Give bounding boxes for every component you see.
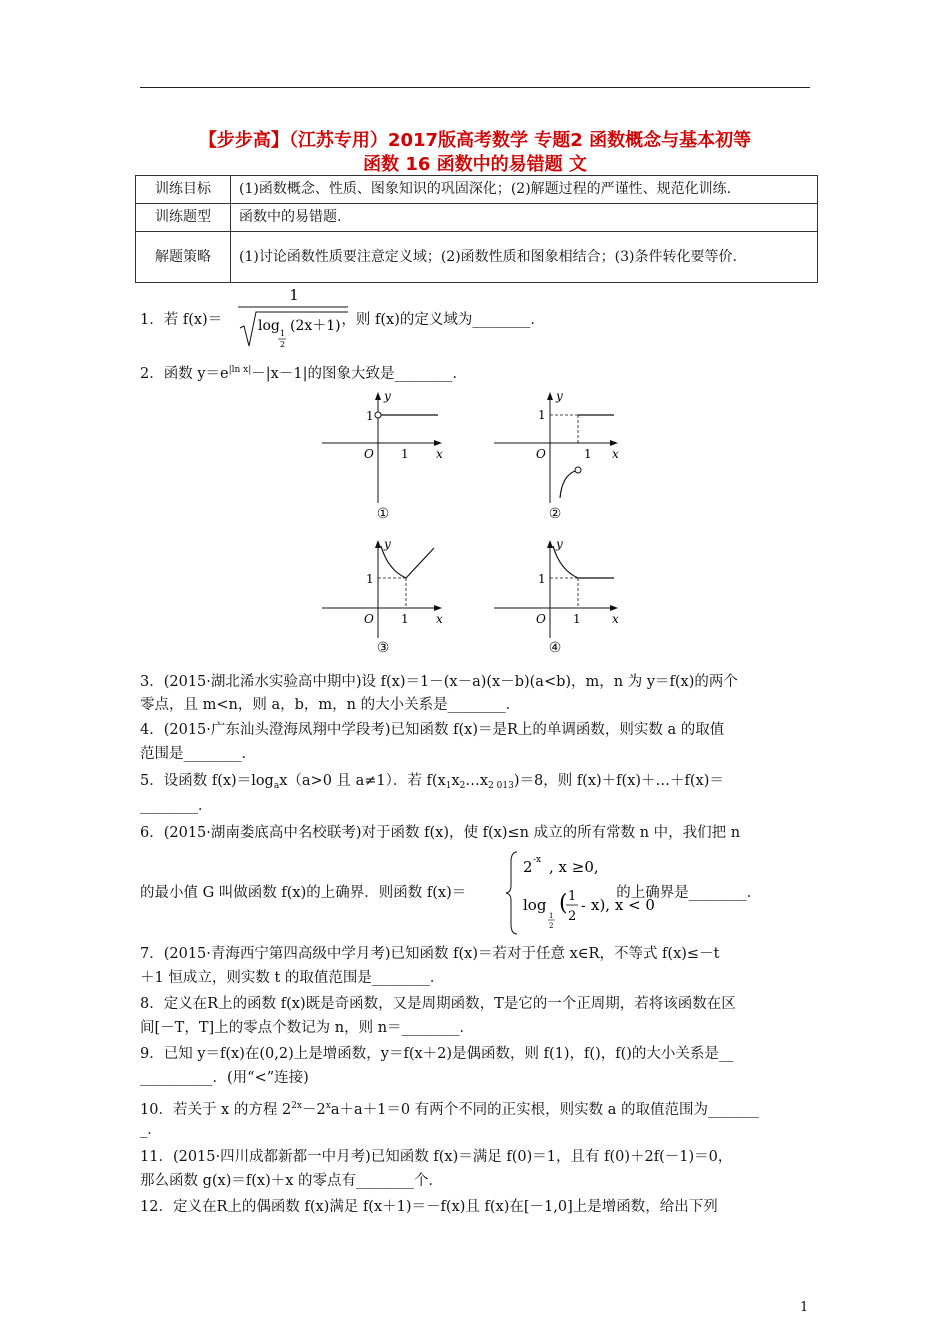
graph-label-2: ② (548, 506, 562, 522)
problem-11-line2: 那么函数 g(x)＝f(x)＋x 的零点有________个． (140, 1173, 444, 1189)
p5-sub: a (273, 781, 280, 791)
table-row (136, 204, 818, 232)
p5-sub: 2 013 (488, 781, 514, 791)
problem-11-line1: 11．(2015·四川成都新都一中月考)已知函数 f(x)＝满足 f(0)＝1，且有 f(0)＋2f(－1)＝0， (140, 1149, 733, 1165)
problem-1-suffix: ，则 f(x)的定义域为________． (341, 312, 545, 328)
problem-9-line1: 9．已知 y＝f(x)在(0,2)上是增函数，y＝f(x＋2)是偶函数，则 f(1)，f()，f()的大小关系是__ (140, 1046, 734, 1062)
problem-3-line2: 零点，且 m<n，则 a，b，m，n 的大小关系是________． (140, 697, 521, 713)
table-row (136, 232, 818, 283)
tick-y-1: 1 (366, 572, 374, 586)
doc-title-line2: 函数 16 函数中的易错题 文 (363, 154, 587, 175)
graph-1 (318, 388, 448, 506)
tick-x-1: 1 (401, 447, 409, 461)
origin-label: O (364, 447, 374, 461)
formula-log: log (258, 318, 280, 334)
problem-6-line1: 6．(2015·湖南娄底高中名校联考)对于函数 f(x)，使 f(x)≤n 成立的所有常数 n 中，我们把 n (140, 825, 741, 841)
axis-x-label: x (436, 447, 443, 461)
problem-3-line1: 3．(2015·湖北浠水实验高中期中)设 f(x)＝1－(x－a)(x－b)(a<b)，m，n 为 y＝f(x)的两个 (140, 674, 738, 690)
training-table (135, 175, 818, 283)
tick-x-1: 1 (573, 612, 581, 626)
row-label: 训练题型 (136, 204, 231, 232)
p10-part: 10．若关于 x 的方程 2 (140, 1102, 292, 1118)
axis-y-label: y (384, 537, 391, 551)
origin-label: O (536, 612, 546, 626)
problem-12-line1: 12．定义在R上的偶函数 f(x)满足 f(x＋1)＝－f(x)且 f(x)在[－1,0]上是增函数，给出下列 (140, 1199, 718, 1215)
tick-x-1: 1 (584, 447, 592, 461)
problem-10-line1 (140, 1095, 820, 1121)
axis-x-label: x (612, 612, 619, 626)
p6-prefix: 的最小值 G 叫做函数 f(x)的上确界．则函数 f(x)＝ (140, 885, 467, 901)
axis-y-label: y (384, 389, 391, 403)
problem-2-exponent: |ln x| (228, 365, 252, 375)
graph-label-1: ① (376, 506, 390, 522)
problem-8-line1: 8．定义在R上的函数 f(x)既是奇函数，又是周期函数，T是它的一个正周期，若将该函数在区 (140, 996, 736, 1012)
p5-part: )＝8，则 f(x)＋f(x)＋…＋f(x)＝ (513, 773, 724, 789)
graph-label-4: ④ (548, 640, 562, 656)
case2-log: log (523, 896, 547, 914)
row-label: 解题策略 (136, 232, 231, 283)
problem-5-line1 (140, 770, 820, 797)
problem-6-line2 (140, 882, 820, 904)
problem-4-line1: 4．(2015·广东汕头澄海凤翔中学段考)已知函数 f(x)＝是R上的单调函数，则实数 a 的取值 (140, 722, 725, 738)
case2-cond: x), x < 0 (591, 896, 655, 914)
axis-x-label: x (436, 612, 443, 626)
doc-title-line1: 【步步高】（江苏专用）2017版高考数学 专题2 函数概念与基本初等 (198, 130, 752, 151)
origin-label: O (364, 612, 374, 626)
case2-frac-den: 2 (568, 909, 577, 924)
case2-paren: ( (559, 891, 568, 916)
problem-9-line2: __________．(用“<”连接) (140, 1070, 309, 1086)
curve-right (406, 548, 434, 578)
p5-sub: 2 (459, 781, 466, 791)
graph-4 (490, 536, 625, 640)
tick-y-1: 1 (366, 409, 374, 423)
row-content: 函数中的易错题. (231, 204, 818, 232)
open-point (575, 467, 581, 473)
case1-cond: , x ≥0, (549, 858, 599, 876)
header-rule (140, 87, 810, 88)
p5-part: x（a>0 且 a≠1）．若 f(x (279, 773, 446, 789)
formula-numerator: 1 (289, 286, 299, 304)
p5-sub: 1 (445, 781, 452, 791)
formula-base-num: 1 (280, 329, 286, 338)
p10-part: a＋a＋1＝0 有两个不同的正实根，则实数 a 的取值范围为_______ (330, 1102, 759, 1118)
problem-4-line2: 范围是________． (140, 746, 256, 762)
table-row (136, 176, 818, 204)
p6-suffix: 的上确界是________． (616, 885, 762, 901)
formula-1 (236, 284, 352, 352)
graph-label-3: ③ (376, 640, 390, 656)
problem-2-suffix: －|x－1|的图象大致是________． (251, 366, 467, 382)
problem-1-prefix: 1．若 f(x)＝ (140, 312, 223, 328)
p10-exp: 2x (291, 1101, 302, 1111)
p5-part: x (451, 773, 460, 789)
origin-label: O (536, 447, 546, 461)
formula-6 (505, 848, 665, 938)
axis-y-label: y (556, 389, 563, 403)
case2-base-den: 2 (549, 922, 554, 930)
row-label: 训练目标 (136, 176, 231, 204)
open-point (375, 412, 381, 418)
page-number: 1 (800, 1300, 809, 1315)
row-content: (1)讨论函数性质要注意定义域；(2)函数性质和图象相结合；(3)条件转化要等价. (231, 232, 818, 283)
row-content: (1)函数概念、性质、图象知识的巩固深化；(2)解题过程的严谨性、规范化训练. (231, 176, 818, 204)
formula-base-den: 2 (280, 340, 286, 349)
problem-7-line2: ＋1 恒成立，则实数 t 的取值范围是________． (140, 970, 445, 986)
problem-8-line2: 间[－T，T]上的零点个数记为 n，则 n＝________． (140, 1020, 475, 1036)
tick-y-1: 1 (538, 408, 546, 422)
case2-frac-num: 1 (568, 889, 577, 904)
axis-y-label: y (556, 537, 563, 551)
problem-2-prefix: 2．函数 y＝e (140, 366, 229, 382)
case1-base: 2 (523, 858, 533, 876)
p10-exp: x (325, 1101, 331, 1111)
tick-x-1: 1 (401, 612, 409, 626)
problem-5-line2: ________． (140, 798, 213, 814)
problem-10-line2: _． (140, 1122, 162, 1138)
case1-exp: -x (533, 855, 542, 865)
formula-arg: (2x＋1) (290, 318, 341, 334)
p10-part: －2 (302, 1102, 326, 1118)
axis-x-label: x (612, 447, 619, 461)
curve-left (560, 471, 575, 498)
tick-y-1: 1 (538, 572, 546, 586)
graph-3 (318, 536, 448, 640)
case2-minus: - (581, 898, 586, 914)
case2-base-num: 1 (549, 912, 554, 920)
p5-part: …x (465, 773, 489, 789)
p5-part: 5．设函数 f(x)＝log (140, 773, 274, 789)
brace (506, 852, 517, 934)
problem-7-line1: 7．(2015·青海西宁第四高级中学月考)已知函数 f(x)＝若对于任意 x∈R，不等式 f(x)≤－t (140, 946, 720, 962)
problem-2 (140, 359, 820, 385)
graph-2 (490, 388, 625, 506)
